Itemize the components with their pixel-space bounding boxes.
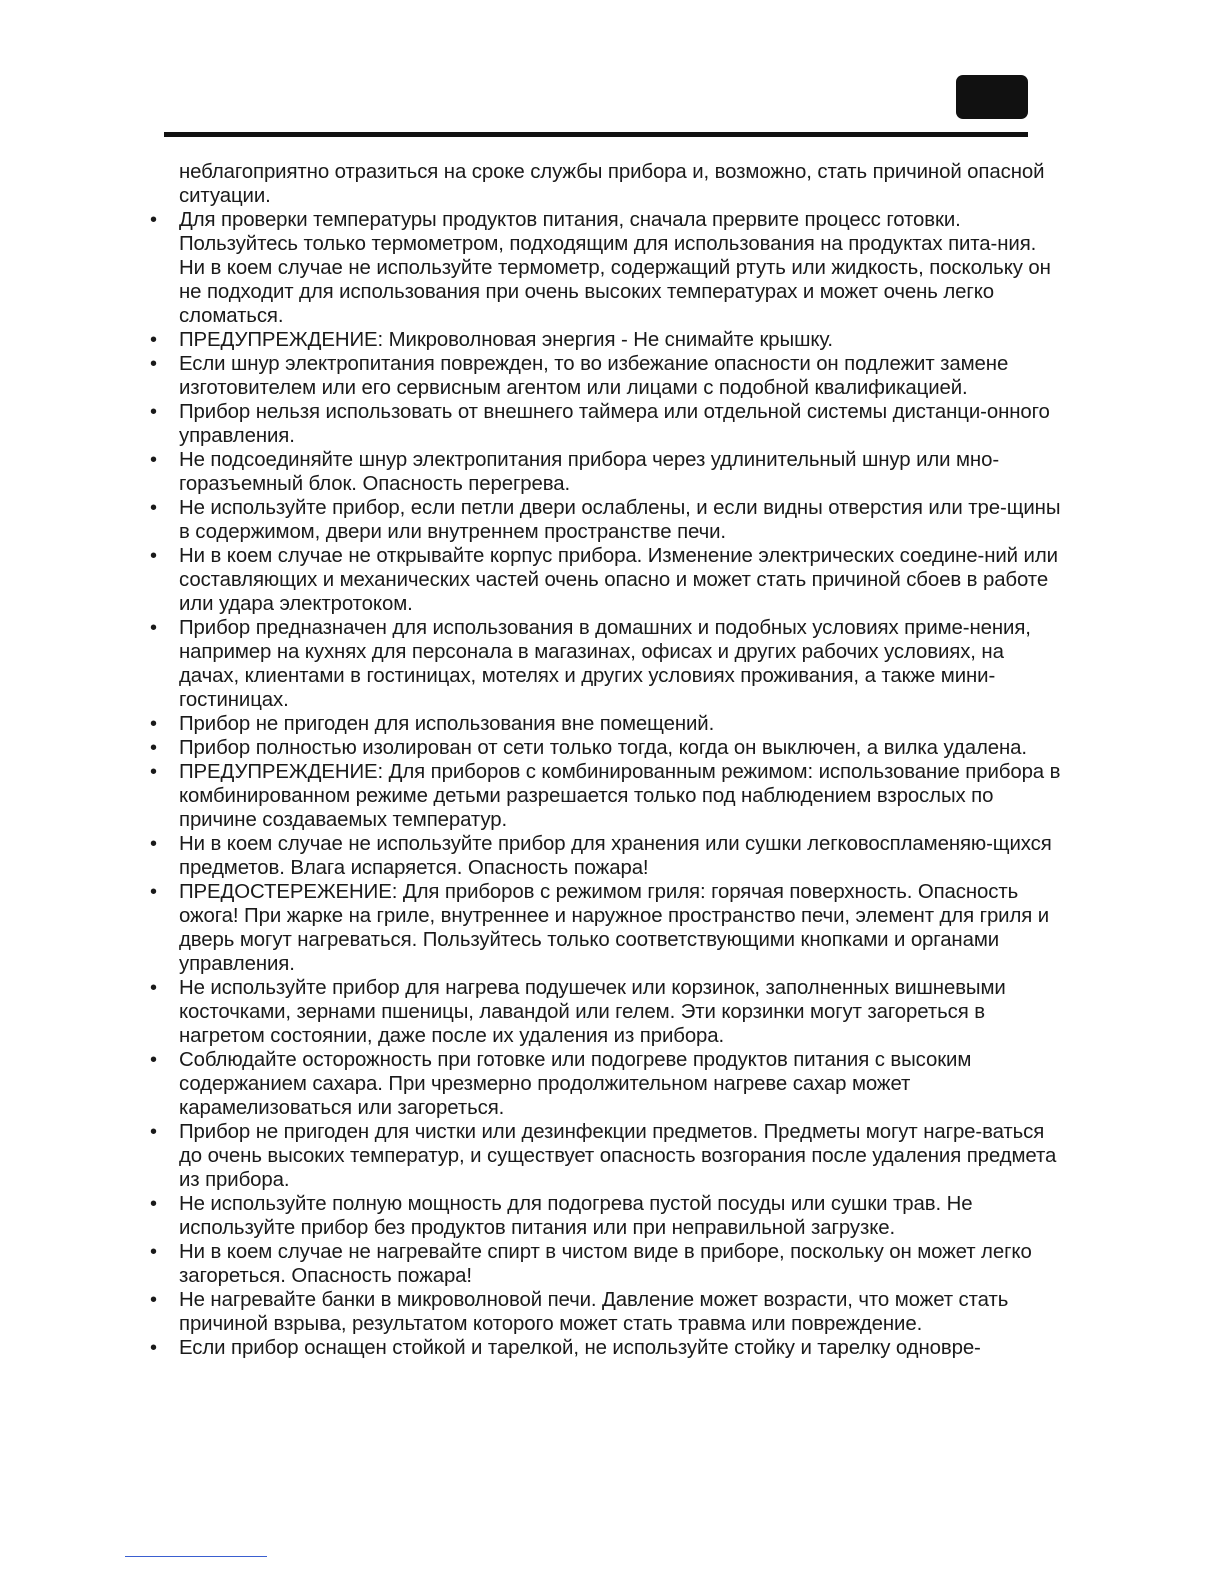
list-item — [150, 880, 1065, 976]
list-item-text: Не подсоединяйте шнур электропитания прибора через удлинительный шнур или мно-горазъемный блок. Опасность перегрева. — [179, 449, 1000, 495]
bullet-icon: • — [150, 737, 157, 759]
language-tab-marker — [956, 75, 1028, 119]
list-item — [150, 400, 1065, 448]
list-item-text: Не нагревайте банки в микроволновой печи. Давление может возрасти, что может стать причиной взрыва, результатом которого может стать травма или повреждение. — [179, 1289, 1009, 1335]
list-item — [150, 832, 1065, 880]
list-item-text: ПРЕДУПРЕЖДЕНИЕ: Микроволновая энергия - Не снимайте крышку. — [179, 329, 833, 351]
list-item — [150, 1048, 1065, 1120]
list-item-text: Не используйте полную мощность для подогрева пустой посуды или сушки трав. Не используйте прибор без продуктов питания или при неправильной загрузке. — [179, 1193, 973, 1239]
continuation-paragraph: неблагоприятно отразиться на сроке службы прибора и, возможно, стать причиной опасной ситуации. — [179, 161, 1045, 207]
list-item-text: Прибор предназначен для использования в домашних и подобных условиях приме-нения, например на кухнях для персонала в магазинах, офисах и других рабочих условиях, на дачах, клиентами в гостиницах, мотелях и других условиях проживания, а также мини-гостиницах. — [179, 617, 1031, 711]
bullet-icon: • — [150, 545, 157, 567]
list-item-text: Ни в коем случае не нагревайте спирт в чистом виде в приборе, поскольку он может легко загореться. Опасность пожара! — [179, 1241, 1032, 1287]
list-item-text: Не используйте прибор для нагрева подушечек или корзинок, заполненных вишневыми косточками, зернами пшеницы, лавандой или гелем. Эти корзинки могут загореться в нагретом состоянии, даже после их удаления из прибора. — [179, 977, 1006, 1047]
list-item-text: ПРЕДУПРЕЖДЕНИЕ: Для приборов с комбинированным режимом: использование прибора в комбинированном режиме детьми разрешается только под наблюдением взрослых по причине создаваемых температур. — [179, 761, 1061, 831]
list-item-text: Если прибор оснащен стойкой и тарелкой, не используйте стойку и тарелку одновре- — [179, 1337, 981, 1359]
list-item — [150, 736, 1065, 760]
list-item — [150, 760, 1065, 832]
bullet-icon: • — [150, 881, 157, 903]
bullet-icon: • — [150, 449, 157, 471]
list-item-text: Ни в коем случае не открывайте корпус прибора. Изменение электрических соедине-ний или составляющих и механических частей очень опасно и может стать причиной сбоев в работе или удара электротоком. — [179, 545, 1058, 615]
list-item-text: Соблюдайте осторожность при готовке или подогреве продуктов питания с высоким содержанием сахара. При чрезмерно продолжительном нагреве сахар может карамелизоваться или загореться. — [179, 1049, 972, 1119]
list-item-text: Не используйте прибор, если петли двери ослаблены, и если видны отверстия или тре-щины в содержимом, двери или внутреннем пространстве печи. — [179, 497, 1061, 543]
bullet-icon: • — [150, 1289, 157, 1311]
list-item — [150, 544, 1065, 616]
list-item-text: Для проверки температуры продуктов питания, сначала прервите процесс готовки. Пользуйтесь только термометром, подходящим для использования на продуктах пита-ния. Ни в коем случае не используйте термометр, содержащий ртуть или жидкость, поскольку он не подходит для использования при очень высоких температурах и может очень легко сломаться. — [179, 209, 1051, 327]
list-item-text: Ни в коем случае не используйте прибор для хранения или сушки легковоспламеняю-щихся предметов. Влага испаряется. Опасность пожара! — [179, 833, 1052, 879]
bullet-icon: • — [150, 401, 157, 423]
list-item-text: Прибор нельзя использовать от внешнего таймера или отдельной системы дистанци-онного управления. — [179, 401, 1050, 447]
bullet-icon: • — [150, 1241, 157, 1263]
safety-instructions — [150, 160, 1065, 1360]
list-item — [150, 1120, 1065, 1192]
list-item — [150, 208, 1065, 328]
list-item — [150, 1336, 1065, 1360]
bullet-icon: • — [150, 497, 157, 519]
list-item — [150, 352, 1065, 400]
bullet-icon: • — [150, 329, 157, 351]
bullet-icon: • — [150, 1121, 157, 1143]
footer-line — [125, 1556, 267, 1557]
bullet-icon: • — [150, 977, 157, 999]
list-item — [150, 496, 1065, 544]
bullet-icon: • — [150, 761, 157, 783]
list-item — [150, 448, 1065, 496]
list-item — [150, 1192, 1065, 1240]
list-item — [150, 1240, 1065, 1288]
bullet-icon: • — [150, 833, 157, 855]
header-rule — [164, 132, 1028, 137]
bullet-icon: • — [150, 209, 157, 231]
list-item-text: Прибор не пригоден для использования вне помещений. — [179, 713, 715, 735]
bullet-icon: • — [150, 1049, 157, 1071]
bullet-list — [150, 208, 1065, 1360]
bullet-icon: • — [150, 353, 157, 375]
list-item-text: Если шнур электропитания поврежден, то во избежание опасности он подлежит замене изготовителем или его сервисным агентом или лицами с подобной квалификацией. — [179, 353, 1009, 399]
bullet-icon: • — [150, 617, 157, 639]
list-item — [150, 328, 1065, 352]
list-item-text: Прибор полностью изолирован от сети только тогда, когда он выключен, а вилка удалена. — [179, 737, 1027, 759]
list-item — [150, 712, 1065, 736]
bullet-icon: • — [150, 1193, 157, 1215]
list-item — [150, 976, 1065, 1048]
list-item — [150, 1288, 1065, 1336]
list-item-text: Прибор не пригоден для чистки или дезинфекции предметов. Предметы могут нагре-ваться до очень высоких температур, и существует опасность возгорания после удаления предмета из прибора. — [179, 1121, 1057, 1191]
bullet-icon: • — [150, 713, 157, 735]
list-item — [150, 616, 1065, 712]
list-item-text: ПРЕДОСТЕРЕЖЕНИЕ: Для приборов с режимом гриля: горячая поверхность. Опасность ожога! При жарке на гриле, внутреннее и наружное пространство печи, элемент для гриля и дверь могут нагреваться. Пользуйтесь только соответствующими кнопками и органами управления. — [179, 881, 1050, 975]
bullet-icon: • — [150, 1337, 157, 1359]
